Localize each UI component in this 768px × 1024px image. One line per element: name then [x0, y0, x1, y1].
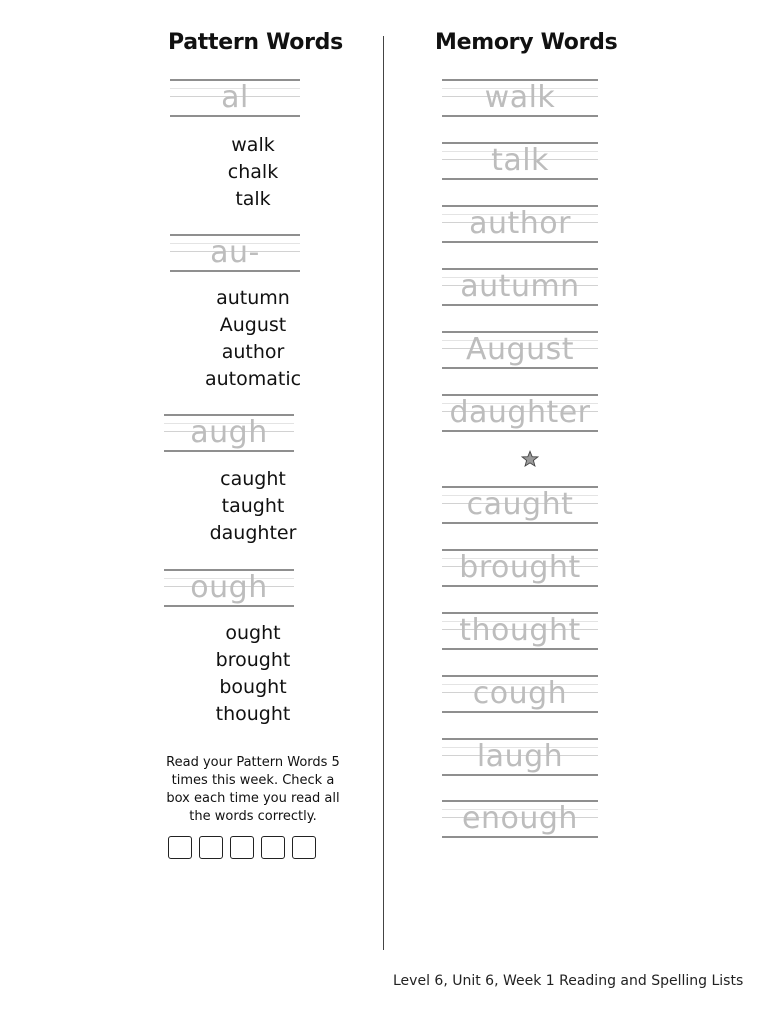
- memory-word: walk: [484, 80, 556, 115]
- pattern-trace-au: [170, 234, 300, 272]
- memory-word: cough: [472, 676, 568, 711]
- reading-checkbox[interactable]: [168, 836, 192, 859]
- memory-word: brought: [459, 550, 581, 585]
- memory-trace-row: [442, 142, 598, 180]
- pattern-word: August: [219, 314, 287, 336]
- pattern-words-heading: Pattern Words: [168, 30, 343, 55]
- pattern-trace-ough: [164, 569, 294, 607]
- memory-word: caught: [466, 487, 574, 522]
- reading-checkbox[interactable]: [199, 836, 223, 859]
- memory-words-heading: Memory Words: [435, 30, 618, 55]
- memory-word: thought: [459, 613, 581, 648]
- memory-word: talk: [491, 143, 549, 178]
- reading-instructions: Read your Pattern Words 5 times this week. Check a box each time you read all the words correctly.: [166, 755, 340, 824]
- memory-word: August: [466, 332, 574, 367]
- memory-word: autumn: [460, 269, 580, 304]
- pattern-word: daughter: [209, 522, 297, 544]
- memory-trace-row: [442, 738, 598, 776]
- pattern-word: caught: [220, 468, 286, 490]
- reading-checkbox[interactable]: [261, 836, 285, 859]
- memory-trace-row: [442, 205, 598, 243]
- memory-trace-row: [442, 268, 598, 306]
- pattern-word: thought: [215, 703, 291, 725]
- memory-trace-row: [442, 394, 598, 432]
- memory-word: author: [469, 206, 571, 241]
- memory-trace-row: [442, 549, 598, 587]
- reading-checkboxes: [168, 836, 316, 859]
- pattern-word-list: [163, 132, 343, 213]
- pattern-trace-text: augh: [190, 415, 268, 450]
- pattern-trace-text: ough: [190, 570, 268, 605]
- pattern-trace-text: al: [221, 80, 249, 115]
- pattern-word: brought: [215, 649, 291, 671]
- memory-word: daughter: [449, 395, 591, 430]
- pattern-trace-text: au-: [210, 235, 260, 270]
- memory-trace-row: [442, 79, 598, 117]
- pattern-word: taught: [221, 495, 285, 517]
- pattern-word: automatic: [204, 368, 302, 390]
- pattern-word-list: [163, 620, 343, 728]
- pattern-trace-augh: [164, 414, 294, 452]
- pattern-word: bought: [219, 676, 287, 698]
- pattern-word: chalk: [227, 161, 279, 183]
- memory-word: enough: [462, 801, 578, 836]
- memory-trace-row: [442, 331, 598, 369]
- pattern-word-list: [163, 285, 343, 393]
- pattern-word: author: [221, 341, 285, 363]
- pattern-trace-al: [170, 79, 300, 117]
- reading-checkbox[interactable]: [292, 836, 316, 859]
- reading-checkbox[interactable]: [230, 836, 254, 859]
- pattern-word: ought: [225, 622, 281, 644]
- pattern-word: walk: [231, 134, 275, 156]
- pattern-word: talk: [235, 188, 271, 210]
- pattern-word: autumn: [216, 287, 290, 309]
- memory-trace-row: [442, 675, 598, 713]
- page-footer: Level 6, Unit 6, Week 1 Reading and Spelling Lists: [393, 973, 744, 989]
- star-icon: [521, 450, 539, 468]
- memory-word: laugh: [476, 739, 564, 774]
- memory-trace-row: [442, 800, 598, 838]
- memory-trace-row: [442, 486, 598, 524]
- memory-trace-row: [442, 612, 598, 650]
- pattern-word-list: [163, 466, 343, 547]
- column-divider: [383, 36, 384, 950]
